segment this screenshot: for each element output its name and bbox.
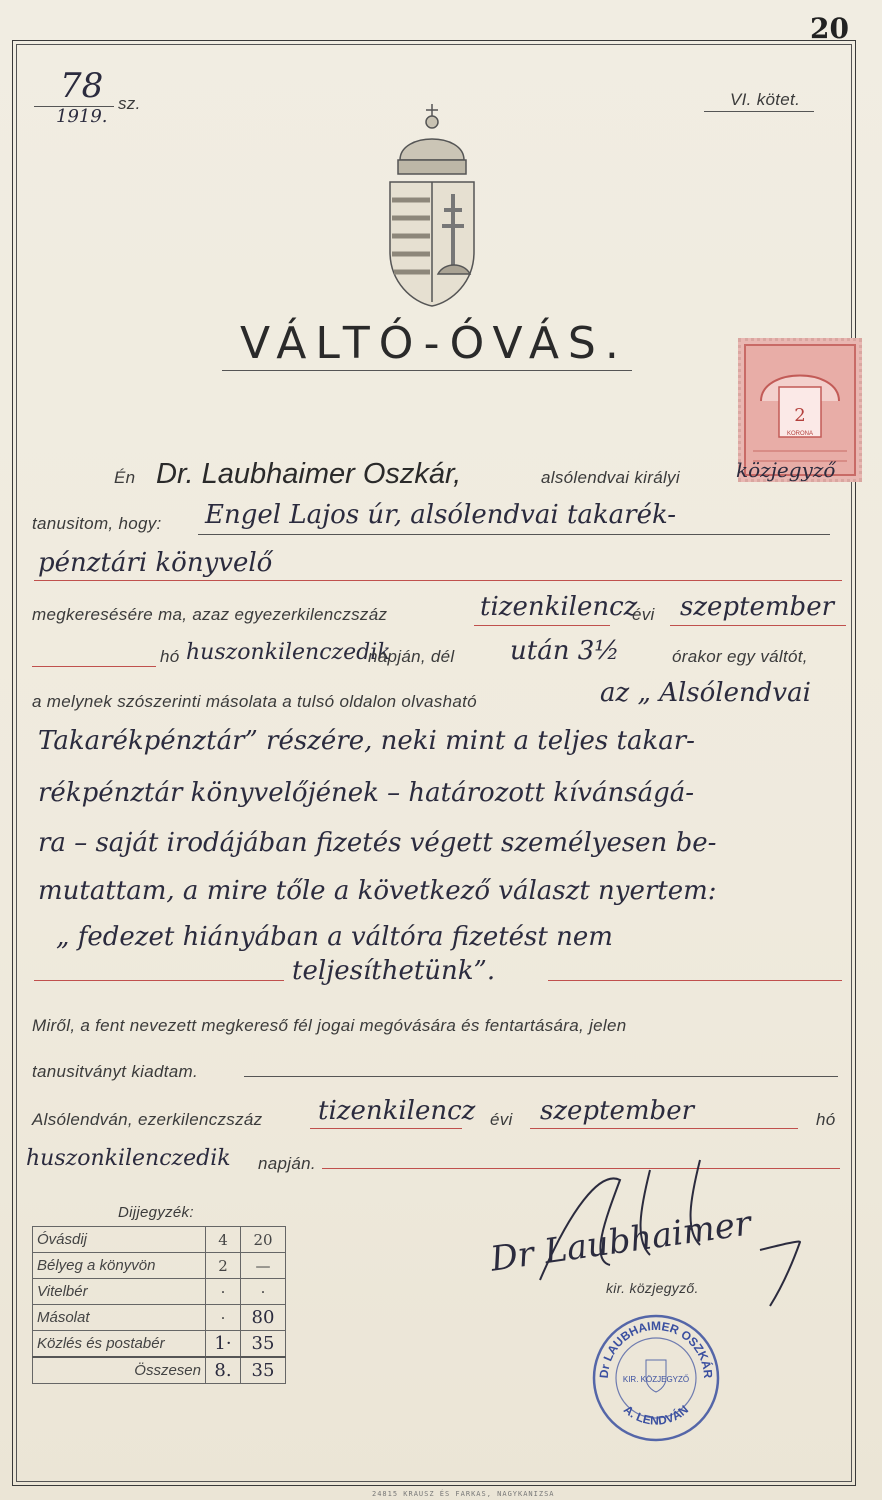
seal-middle-text: KIR. KÖZJEGYZŐ <box>622 1375 690 1384</box>
line-3-rule <box>34 580 842 581</box>
fee-row <box>33 1227 286 1253</box>
requester-role-hand: pénztári könyvelő <box>38 548 273 578</box>
issue-month-rule <box>530 1128 798 1129</box>
fee-total-filler: 35 <box>241 1357 286 1384</box>
closing-statement: Miről, a fent nevezett megkereső fél jogai megóvására és fentartására, jelen <box>32 1016 627 1035</box>
fee-filler: 20 <box>241 1227 286 1253</box>
fee-total-row <box>33 1357 286 1384</box>
body-line-8: rékpénztár könyvelőjének – határozott kívánságá- <box>38 778 695 808</box>
official-seal <box>590 1312 722 1444</box>
body-line-12-rule-left <box>34 980 284 981</box>
fee-total-label: Összesen <box>33 1357 206 1384</box>
notary-title-hand: közjegyző <box>736 458 836 482</box>
volume-rule <box>704 111 814 112</box>
copy-reference: a melynek szószerinti másolata a tulsó oldalon olvasható <box>32 692 477 711</box>
document-title: VÁLTÓ-ÓVÁS. <box>240 318 628 369</box>
fee-filler: 35 <box>241 1331 286 1358</box>
ho-label: hó <box>160 647 180 666</box>
month-hand: szeptember <box>680 592 835 622</box>
fee-label: Óvásdij <box>33 1227 206 1253</box>
page-number: 20 <box>810 12 849 45</box>
fee-korona: 4 <box>206 1227 241 1253</box>
request-date-label: megkeresésére ma, azaz egyezerkilenczszáz <box>32 605 388 624</box>
body-line-11: „ fedezet hiányában a váltóra fizetést nem <box>56 922 613 952</box>
body-line-7: Takarékpénztár” részére, neki mint a teljes takar- <box>38 726 695 756</box>
fee-row <box>33 1253 286 1279</box>
fee-korona: · <box>206 1305 241 1331</box>
issue-year-hand: tizenkilencz <box>318 1096 476 1126</box>
requester-rule <box>198 534 830 535</box>
issue-evi-label: évi <box>490 1110 513 1129</box>
day-lead-rule <box>32 666 156 667</box>
napjan-del-label: napján, dél <box>368 647 455 666</box>
fee-label: Bélyeg a könyvön <box>33 1253 206 1279</box>
intro-en: Én <box>114 468 136 487</box>
title-underline <box>222 370 632 371</box>
register-number-suffix: sz. <box>118 94 141 113</box>
body-line-10: mutattam, a mire tőle a következő választ nyertem: <box>38 876 717 906</box>
svg-text:Dr LAUBHAIMER OSZKÁR <box>597 1319 715 1379</box>
fee-row <box>33 1305 286 1331</box>
year-rule <box>474 625 610 626</box>
fee-total-korona: 8. <box>206 1357 241 1384</box>
svg-text:A. LENDVÁN <box>621 1402 691 1427</box>
fee-korona: · <box>206 1279 241 1305</box>
month-rule <box>670 625 846 626</box>
notary-location: alsólendvai királyi <box>541 468 680 487</box>
body-line-12-rule-right <box>548 980 842 981</box>
coat-of-arms-emblem <box>382 102 482 310</box>
year-evi-label: évi <box>632 605 655 624</box>
fee-korona: 2 <box>206 1253 241 1279</box>
body-line-12: teljesíthetünk”. <box>292 956 496 986</box>
issue-year-rule <box>310 1128 462 1129</box>
time-suffix: órakor egy váltót, <box>672 647 808 666</box>
fee-filler: 80 <box>241 1305 286 1331</box>
issued-statement: tanusitványt kiadtam. <box>32 1062 198 1081</box>
volume-label: VI. kötet. <box>730 90 801 109</box>
payee-hand: az „ Alsólendvai <box>600 678 811 708</box>
fee-filler: — <box>241 1253 286 1279</box>
fee-heading: Dijjegyzék: <box>118 1204 194 1221</box>
issue-day-hand: huszonkilenczedik <box>26 1146 231 1171</box>
time-hand: után 3½ <box>510 636 620 666</box>
body-line-9: ra – saját irodájában fizetés végett személyesen be- <box>38 828 717 858</box>
issue-napjan-label: napján. <box>258 1154 316 1173</box>
year-hand: tizenkilencz <box>480 592 638 622</box>
seal-top-text: Dr LAUBHAIMER OSZKÁR <box>596 1318 716 1379</box>
notary-signature: Dr Laubhaimer <box>488 1203 754 1280</box>
fee-row <box>33 1331 286 1358</box>
seal-bottom-text: A. LENDVÁN <box>620 1402 692 1428</box>
stamp-value: 2 <box>794 405 806 426</box>
fee-label: Vitelbér <box>33 1279 206 1305</box>
fee-table <box>32 1226 286 1384</box>
requester-hand: Engel Lajos úr, alsólendvai takarék- <box>205 500 677 530</box>
issue-ho-label: hó <box>816 1110 836 1129</box>
place-date-label: Alsólendván, ezerkilenczszáz <box>32 1110 263 1129</box>
stamp-currency: KORONA <box>786 431 814 437</box>
signature-title: kir. közjegyző. <box>606 1280 699 1296</box>
fee-filler: · <box>241 1279 286 1305</box>
fee-row <box>33 1279 286 1305</box>
fee-korona: 1· <box>206 1331 241 1358</box>
day-hand: huszonkilenczedik <box>186 640 391 665</box>
register-number: 78 <box>60 66 104 106</box>
fee-label: Másolat <box>33 1305 206 1331</box>
fee-label: Közlés és postabér <box>33 1331 206 1358</box>
register-year: 1919. <box>56 106 108 127</box>
printer-footer: 24815 KRAUSZ ÉS FARKAS, NAGYKANIZSA <box>372 1490 555 1498</box>
issue-month-hand: szeptember <box>540 1096 695 1126</box>
certify-label: tanusitom, hogy: <box>32 514 162 533</box>
issued-rule <box>244 1076 838 1077</box>
notary-name: Dr. Laubhaimer Oszkár, <box>156 458 462 490</box>
